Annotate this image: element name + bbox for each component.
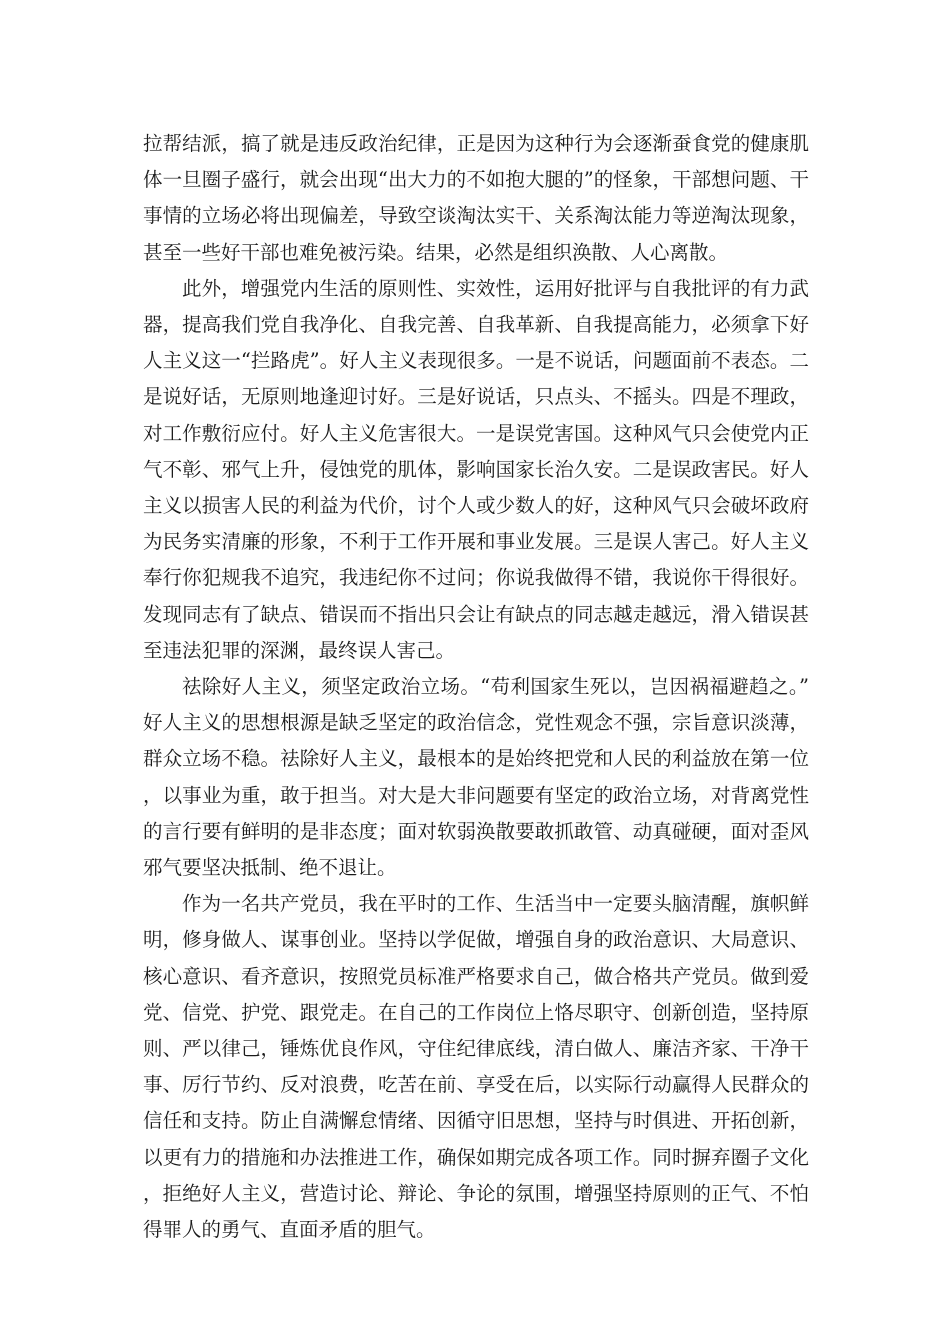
paragraph-continuation: 拉帮结派，搞了就是违反政治纪律，正是因为这种行为会逐渐蚕食党的健康肌体一旦圈子盛行，就会出现“出大力的不如抱大腿的”的怪象，干部想问题、干事情的立场必将出现偏差，导致空谈淘汰实干、关系淘汰能力等逆淘汰现象，甚至一些好干部也难免被污染。结果，必然是组织涣散、人心离散。 — [143, 132, 809, 264]
paragraph-party-member: 作为一名共产党员，我在平时的工作、生活当中一定要头脑清醒，旗帜鲜明，修身做人、谋事创业。坚持以学促做，增强自身的政治意识、大局意识、核心意识、看齐意识，按照党员标准严格要求自己，做合格共产党员。做到爱党、信党、护党、跟党走。在自己的工作岗位上恪尽职守、创新创造，坚持原则、严以律己，锤炼优良作风，守住纪律底线，清白做人、廉洁齐家、干净干事、厉行节约、反对浪费，吃苦在前、享受在后，以实际行动赢得人民群众的信任和支持。防止自满懈怠情绪、因循守旧思想，坚持与时俱进、开拓创新，以更有力的措施和办法推进工作，确保如期完成各项工作。同时摒弃圈子文化，拒绝好人主义，营造讨论、辩论、争论的氛围，增强坚持原则的正气、不怕得罪人的勇气、直面矛盾的胆气。 — [143, 892, 809, 1242]
paragraph-political-stance: 祛除好人主义，须坚定政治立场。“苟利国家生死以，岂因祸福避趋之。”好人主义的思想根源是缺乏坚定的政治信念，党性观念不强，宗旨意识淡薄，群众立场不稳。祛除好人主义，最根本的是始终把党和人民的利益放在第一位，以事业为重，敢于担当。对大是大非问题要有坚定的政治立场，对背离党性的言行要有鲜明的是非态度；面对软弱涣散要敢抓敢管、动真碰硬，面对歪风邪气要坚决抵制、绝不退让。 — [143, 675, 809, 880]
document-body — [143, 126, 809, 1248]
paragraph-good-person-ism: 此外，增强党内生活的原则性、实效性，运用好批评与自我批评的有力武器，提高我们党自我净化、自我完善、自我革新、自我提高能力，必须拿下好人主义这一“拦路虎”。好人主义表现很多。一是不说话，问题面前不表态。二是说好话，无原则地逢迎讨好。三是好说话，只点头、不摇头。四是不理政，对工作敷衍应付。好人主义危害很大。一是误党害国。这种风气只会使党内正气不彰、邪气上升，侵蚀党的肌体，影响国家长治久安。二是误政害民。好人主义以损害人民的利益为代价，讨个人或少数人的好，这种风气只会破坏政府为民务实清廉的形象，不利于工作开展和事业发展。三是误人害己。好人主义奉行你犯规我不追究，我违纪你不过问；你说我做得不错，我说你干得很好。发现同志有了缺点、错误而不指出只会让有缺点的同志越走越远，滑入错误甚至违法犯罪的深渊，最终误人害己。 — [143, 276, 809, 662]
